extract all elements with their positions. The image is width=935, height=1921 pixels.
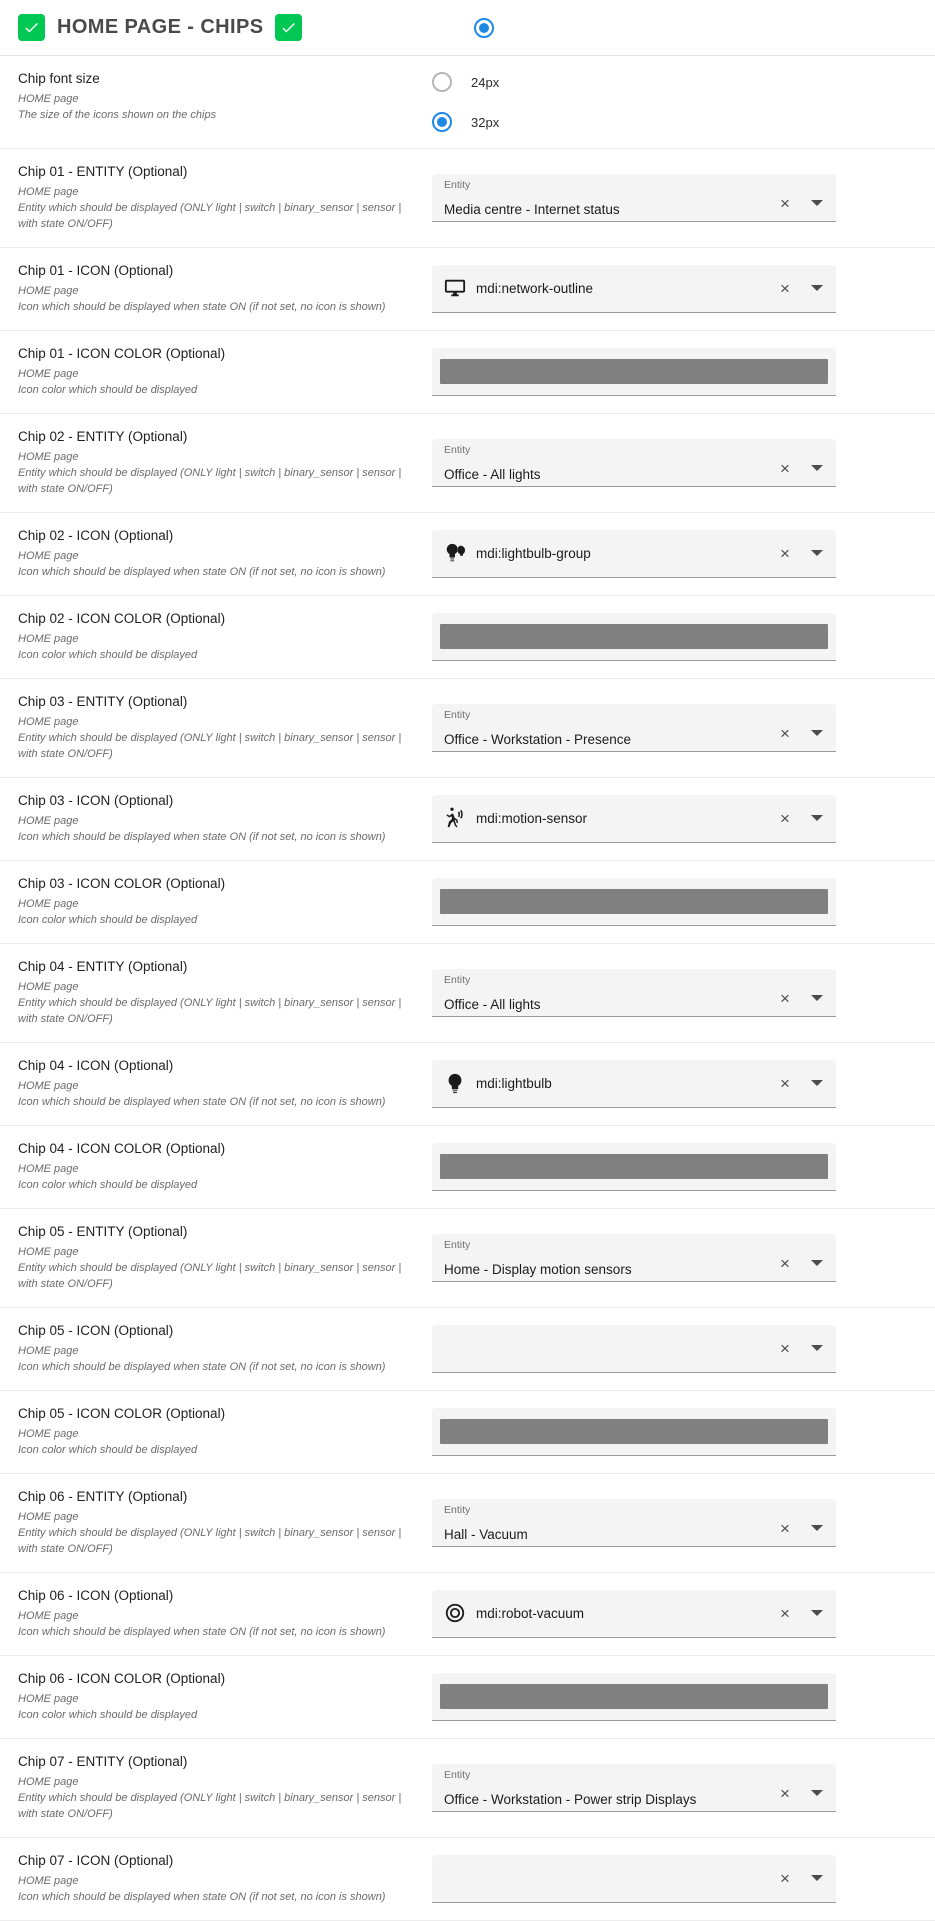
page-title: HOME PAGE - CHIPS xyxy=(57,16,264,38)
header-radio-selected[interactable] xyxy=(474,18,494,38)
setting-row-entity xyxy=(0,1209,935,1308)
setting-title: Chip 03 - ICON (Optional) xyxy=(18,792,174,808)
setting-description: Icon which should be displayed when state ON (if not set, no icon is shown) xyxy=(18,1095,386,1108)
setting-description: Icon color which should be displayed xyxy=(18,1708,198,1721)
setting-row-entity xyxy=(0,679,935,778)
setting-page: HOME page xyxy=(18,1874,79,1887)
color-picker-field[interactable] xyxy=(432,878,836,926)
setting-control xyxy=(432,1838,935,1920)
empty-icon-slot xyxy=(444,1337,466,1359)
setting-page: HOME page xyxy=(18,550,79,563)
field-value: mdi:network-outline xyxy=(476,280,594,296)
color-swatch[interactable] xyxy=(440,1419,828,1444)
setting-description: Entity which should be displayed (ONLY light | switch | binary_sensor | sensor | with state ON/OFF) xyxy=(18,1526,402,1555)
setting-page: HOME page xyxy=(18,716,79,729)
caret-shape xyxy=(811,1345,823,1351)
color-swatch[interactable] xyxy=(440,624,828,649)
setting-page: HOME page xyxy=(18,186,79,199)
setting-page: HOME page xyxy=(18,898,79,911)
setting-row-color xyxy=(0,861,935,944)
font-size-radio-group xyxy=(432,66,835,138)
icon-select-field[interactable] xyxy=(432,795,836,843)
caret-shape xyxy=(811,1080,823,1086)
setting-title: Chip 05 - ENTITY (Optional) xyxy=(18,1223,188,1239)
clear-icon[interactable]: × xyxy=(772,985,798,1011)
icon-select-field[interactable] xyxy=(432,1325,836,1373)
setting-description: Icon which should be displayed when state ON (if not set, no icon is shown) xyxy=(18,1360,386,1373)
field-float-label: Entity xyxy=(444,708,471,721)
setting-page: HOME page xyxy=(18,633,79,646)
setting-page: HOME page xyxy=(18,1245,79,1258)
entity-select-field[interactable] xyxy=(432,1499,836,1547)
chevron-down-icon[interactable] xyxy=(804,1250,830,1276)
icon-select-field[interactable] xyxy=(432,265,836,313)
setting-page: HOME page xyxy=(18,1079,79,1092)
setting-row-icon xyxy=(0,1308,935,1391)
setting-page: HOME page xyxy=(18,1510,79,1523)
icon-select-field[interactable] xyxy=(432,1590,836,1638)
setting-title: Chip 02 - ICON (Optional) xyxy=(18,527,174,543)
setting-title: Chip 04 - ENTITY (Optional) xyxy=(18,958,188,974)
field-float-label: Entity xyxy=(444,178,471,191)
setting-title: Chip 06 - ICON (Optional) xyxy=(18,1587,174,1603)
setting-page: HOME page xyxy=(18,1344,79,1357)
caret-shape xyxy=(811,815,823,821)
setting-row-color xyxy=(0,1126,935,1209)
chevron-down-icon[interactable] xyxy=(804,985,830,1011)
setting-control xyxy=(432,1573,935,1655)
setting-description: Icon which should be displayed when state ON (if not set, no icon is shown) xyxy=(18,301,386,313)
setting-title: Chip 07 - ENTITY (Optional) xyxy=(18,1753,188,1769)
field-value: Office - Workstation - Presence xyxy=(444,731,632,747)
entity-select-field[interactable] xyxy=(432,439,836,487)
icon-select-field[interactable] xyxy=(432,1060,836,1108)
setting-row-color xyxy=(0,331,935,414)
setting-description: Icon which should be displayed when state ON (if not set, no icon is shown) xyxy=(18,1890,386,1903)
setting-description: Entity which should be displayed (ONLY light | switch | binary_sensor | sensor | with state ON/OFF) xyxy=(18,731,402,760)
setting-label-group xyxy=(0,679,432,777)
field-body xyxy=(444,455,766,482)
setting-control xyxy=(432,1043,935,1125)
setting-description: Entity which should be displayed (ONLY light | switch | binary_sensor | sensor | with state ON/OFF) xyxy=(18,1791,402,1820)
robot-vacuum-icon xyxy=(444,1602,466,1624)
setting-label-group xyxy=(0,944,432,1042)
field-value: Hall - Vacuum xyxy=(444,1526,528,1542)
setting-page: HOME page xyxy=(18,1692,79,1705)
setting-page: HOME page xyxy=(18,815,79,828)
setting-row-icon xyxy=(0,1043,935,1126)
setting-description: Icon color which should be displayed xyxy=(18,1178,198,1191)
clear-icon[interactable]: × xyxy=(772,455,798,481)
setting-description: Entity which should be displayed (ONLY light | switch | binary_sensor | sensor | with state ON/OFF) xyxy=(18,996,402,1025)
clear-icon[interactable]: × xyxy=(772,190,798,216)
setting-label-group xyxy=(0,596,432,678)
chevron-down-icon[interactable] xyxy=(804,455,830,481)
icon-select-field[interactable] xyxy=(432,530,836,578)
setting-description: The size of the icons shown on the chips xyxy=(18,109,217,122)
setting-page: HOME page xyxy=(18,1162,79,1175)
header-radio-group xyxy=(474,18,494,38)
caret-shape xyxy=(811,465,823,471)
setting-description: Icon which should be displayed when state ON (if not set, no icon is shown) xyxy=(18,565,386,578)
entity-select-field[interactable] xyxy=(432,1764,836,1812)
radio-label-32px: 32px xyxy=(471,114,500,130)
setting-title: Chip 01 - ENTITY (Optional) xyxy=(18,164,188,179)
clear-icon[interactable]: × xyxy=(772,1865,798,1891)
field-body xyxy=(444,1250,766,1277)
setting-control xyxy=(432,1391,935,1473)
setting-row-entity xyxy=(0,1474,935,1573)
color-swatch[interactable] xyxy=(440,1684,828,1709)
icon-select-field[interactable] xyxy=(432,1855,836,1903)
clear-icon[interactable]: × xyxy=(772,1335,798,1361)
setting-control xyxy=(432,1209,935,1307)
setting-row-entity xyxy=(0,944,935,1043)
field-actions xyxy=(766,540,830,566)
field-actions xyxy=(766,190,830,216)
setting-label-group xyxy=(0,1474,432,1572)
clear-icon[interactable]: × xyxy=(772,1250,798,1276)
field-actions xyxy=(766,985,830,1011)
setting-description: Icon color which should be displayed xyxy=(18,384,198,396)
color-swatch[interactable] xyxy=(440,889,828,914)
chevron-down-icon[interactable] xyxy=(804,1600,830,1626)
field-actions xyxy=(766,1515,830,1541)
chevron-down-icon[interactable] xyxy=(804,1780,830,1806)
setting-description: Icon color which should be displayed xyxy=(18,1443,198,1456)
field-float-label: Entity xyxy=(444,1503,471,1516)
setting-control xyxy=(432,414,935,512)
page-header xyxy=(0,0,935,56)
chevron-down-icon[interactable] xyxy=(804,1335,830,1361)
field-body xyxy=(444,1867,766,1889)
setting-label-group xyxy=(0,248,432,330)
field-float-label: Entity xyxy=(444,973,471,986)
clear-icon[interactable]: × xyxy=(772,1780,798,1806)
lightbulb-icon xyxy=(444,1072,466,1094)
chevron-down-icon[interactable] xyxy=(804,275,830,301)
field-body xyxy=(444,1602,766,1624)
setting-title: Chip 03 - ENTITY (Optional) xyxy=(18,693,188,709)
setting-control xyxy=(432,596,935,678)
field-body xyxy=(444,277,766,299)
setting-control xyxy=(432,513,935,595)
setting-label-group xyxy=(0,861,432,943)
field-actions xyxy=(766,1865,830,1891)
caret-shape xyxy=(811,730,823,736)
field-value: mdi:robot-vacuum xyxy=(476,1605,585,1621)
settings-list xyxy=(0,149,935,1921)
color-picker-field[interactable] xyxy=(432,1143,836,1191)
setting-title: Chip 02 - ENTITY (Optional) xyxy=(18,428,188,444)
setting-label-group xyxy=(0,1391,432,1473)
entity-select-field[interactable] xyxy=(432,174,836,222)
field-value: Office - All lights xyxy=(444,996,541,1012)
setting-description: Icon color which should be displayed xyxy=(18,913,198,926)
setting-label-group xyxy=(0,1209,432,1307)
setting-row-entity xyxy=(0,1739,935,1838)
setting-label-group xyxy=(0,149,432,247)
chevron-down-icon[interactable] xyxy=(804,1515,830,1541)
field-actions xyxy=(766,1250,830,1276)
setting-title: Chip 06 - ENTITY (Optional) xyxy=(18,1488,188,1504)
field-body xyxy=(444,190,766,217)
field-body xyxy=(444,1072,766,1094)
chevron-down-icon[interactable] xyxy=(804,720,830,746)
setting-title: Chip font size xyxy=(18,71,100,86)
setting-description: Entity which should be displayed (ONLY light | switch | binary_sensor | sensor | with state ON/OFF) xyxy=(18,467,402,495)
clear-icon[interactable]: × xyxy=(772,540,798,566)
color-swatch[interactable] xyxy=(440,1154,828,1179)
setting-control xyxy=(432,248,935,330)
setting-title: Chip 03 - ICON COLOR (Optional) xyxy=(18,875,226,891)
radio-option-24px[interactable] xyxy=(432,72,835,92)
clear-icon[interactable]: × xyxy=(772,1515,798,1541)
setting-label-group xyxy=(0,1656,432,1738)
radio-option-32px[interactable] xyxy=(432,112,835,132)
clear-icon[interactable]: × xyxy=(772,720,798,746)
field-body xyxy=(444,1515,766,1542)
setting-description: Entity which should be displayed (ONLY light | switch | binary_sensor | sensor | with state ON/OFF) xyxy=(18,1261,402,1290)
entity-select-field[interactable] xyxy=(432,704,836,752)
header-checkbox-right[interactable] xyxy=(275,14,302,41)
caret-shape xyxy=(811,1875,823,1881)
entity-select-field[interactable] xyxy=(432,1234,836,1282)
setting-label-group xyxy=(0,1838,432,1920)
field-value: mdi:lightbulb-group xyxy=(476,545,591,561)
field-value: Home - Display motion sensors xyxy=(444,1261,632,1277)
setting-control xyxy=(432,861,935,943)
clear-icon[interactable]: × xyxy=(772,805,798,831)
field-actions xyxy=(766,1780,830,1806)
setting-control xyxy=(432,56,935,148)
field-actions xyxy=(766,1070,830,1096)
field-body xyxy=(444,985,766,1012)
setting-title: Chip 05 - ICON (Optional) xyxy=(18,1322,174,1338)
color-picker-field[interactable] xyxy=(432,1408,836,1456)
clear-icon[interactable]: × xyxy=(772,1070,798,1096)
setting-title: Chip 04 - ICON COLOR (Optional) xyxy=(18,1140,226,1156)
setting-label-group xyxy=(0,331,432,413)
setting-title: Chip 01 - ICON (Optional) xyxy=(18,262,174,278)
setting-control xyxy=(432,149,935,247)
setting-page: HOME page xyxy=(18,368,79,381)
setting-control xyxy=(432,1474,935,1572)
setting-row-entity xyxy=(0,149,935,248)
field-body xyxy=(444,720,766,747)
field-value: mdi:lightbulb xyxy=(476,1075,552,1091)
lightbulb-group-icon xyxy=(444,542,466,564)
setting-label-group xyxy=(0,56,432,138)
setting-page: HOME page xyxy=(18,285,79,298)
setting-row-color xyxy=(0,596,935,679)
chevron-down-icon[interactable] xyxy=(804,1070,830,1096)
color-picker-field[interactable] xyxy=(432,1673,836,1721)
empty-icon-slot xyxy=(444,1867,466,1889)
setting-page: HOME page xyxy=(18,1427,79,1440)
chevron-down-icon[interactable] xyxy=(804,1865,830,1891)
clear-icon[interactable]: × xyxy=(772,275,798,301)
field-body xyxy=(444,1780,766,1807)
field-float-label: Entity xyxy=(444,1238,471,1251)
setting-label-group xyxy=(0,1739,432,1837)
setting-control xyxy=(432,679,935,777)
color-picker-field[interactable] xyxy=(432,348,836,396)
setting-control xyxy=(432,778,935,860)
field-actions xyxy=(766,455,830,481)
setting-control xyxy=(432,1308,935,1390)
radio-label-24px: 24px xyxy=(471,74,500,90)
setting-page: HOME page xyxy=(18,1609,79,1622)
field-body xyxy=(444,807,766,829)
setting-control xyxy=(432,331,935,413)
setting-row-icon xyxy=(0,1838,935,1921)
setting-label-group xyxy=(0,414,432,512)
field-actions xyxy=(766,275,830,301)
setting-title: Chip 01 - ICON COLOR (Optional) xyxy=(18,345,226,361)
field-actions xyxy=(766,1600,830,1626)
radio-icon-32px[interactable] xyxy=(432,112,452,132)
setting-control xyxy=(432,1739,935,1837)
field-body xyxy=(444,542,766,564)
setting-row-chip-font-size xyxy=(0,56,935,149)
field-value: Office - All lights xyxy=(444,466,541,482)
setting-label-group xyxy=(0,1043,432,1125)
setting-title: Chip 06 - ICON COLOR (Optional) xyxy=(18,1670,226,1686)
header-checkbox-left[interactable] xyxy=(18,14,45,41)
setting-row-entity xyxy=(0,414,935,513)
setting-label-group xyxy=(0,778,432,860)
chevron-down-icon[interactable] xyxy=(804,805,830,831)
setting-row-color xyxy=(0,1656,935,1739)
setting-title: Chip 02 - ICON COLOR (Optional) xyxy=(18,610,226,626)
setting-control xyxy=(432,1656,935,1738)
color-picker-field[interactable] xyxy=(432,613,836,661)
field-actions xyxy=(766,1335,830,1361)
setting-control xyxy=(432,944,935,1042)
setting-description: Icon color which should be displayed xyxy=(18,648,198,661)
setting-row-icon xyxy=(0,513,935,596)
setting-page: HOME page xyxy=(18,451,79,464)
setting-control xyxy=(432,1126,935,1208)
field-value: mdi:motion-sensor xyxy=(476,810,588,826)
clear-icon[interactable]: × xyxy=(772,1600,798,1626)
setting-description: Icon which should be displayed when state ON (if not set, no icon is shown) xyxy=(18,1625,386,1638)
setting-row-icon xyxy=(0,1573,935,1656)
caret-shape xyxy=(811,1525,823,1531)
caret-shape xyxy=(811,550,823,556)
setting-label-group xyxy=(0,1573,432,1655)
caret-shape xyxy=(811,285,823,291)
radio-icon-24px[interactable] xyxy=(432,72,452,92)
field-body xyxy=(444,1337,766,1359)
field-float-label: Entity xyxy=(444,1768,471,1781)
setting-label-group xyxy=(0,513,432,595)
setting-row-color xyxy=(0,1391,935,1474)
setting-description: Entity which should be displayed (ONLY light | switch | binary_sensor | sensor | with state ON/OFF) xyxy=(18,202,402,230)
field-float-label: Entity xyxy=(444,443,471,456)
chevron-down-icon[interactable] xyxy=(804,540,830,566)
setting-title: Chip 07 - ICON (Optional) xyxy=(18,1852,174,1868)
setting-title: Chip 05 - ICON COLOR (Optional) xyxy=(18,1405,226,1421)
field-actions xyxy=(766,805,830,831)
monitor-icon xyxy=(444,277,466,299)
entity-select-field[interactable] xyxy=(432,969,836,1017)
setting-title: Chip 04 - ICON (Optional) xyxy=(18,1057,174,1073)
setting-row-icon xyxy=(0,778,935,861)
caret-shape xyxy=(811,1790,823,1796)
caret-shape xyxy=(811,995,823,1001)
field-value: Office - Workstation - Power strip Displays xyxy=(444,1791,697,1807)
setting-row-icon xyxy=(0,248,935,331)
field-actions xyxy=(766,720,830,746)
setting-page: HOME page xyxy=(18,1775,79,1788)
setting-label-group xyxy=(0,1308,432,1390)
chevron-down-icon[interactable] xyxy=(804,190,830,216)
field-value: Media centre - Internet status xyxy=(444,201,620,217)
setting-description: Icon which should be displayed when state ON (if not set, no icon is shown) xyxy=(18,830,386,843)
motion-sensor-icon xyxy=(444,807,466,829)
setting-page: HOME page xyxy=(18,981,79,994)
setting-page: HOME page xyxy=(18,93,79,106)
caret-shape xyxy=(811,1610,823,1616)
caret-shape xyxy=(811,1260,823,1266)
color-swatch[interactable] xyxy=(440,359,828,384)
caret-shape xyxy=(811,200,823,206)
setting-label-group xyxy=(0,1126,432,1208)
